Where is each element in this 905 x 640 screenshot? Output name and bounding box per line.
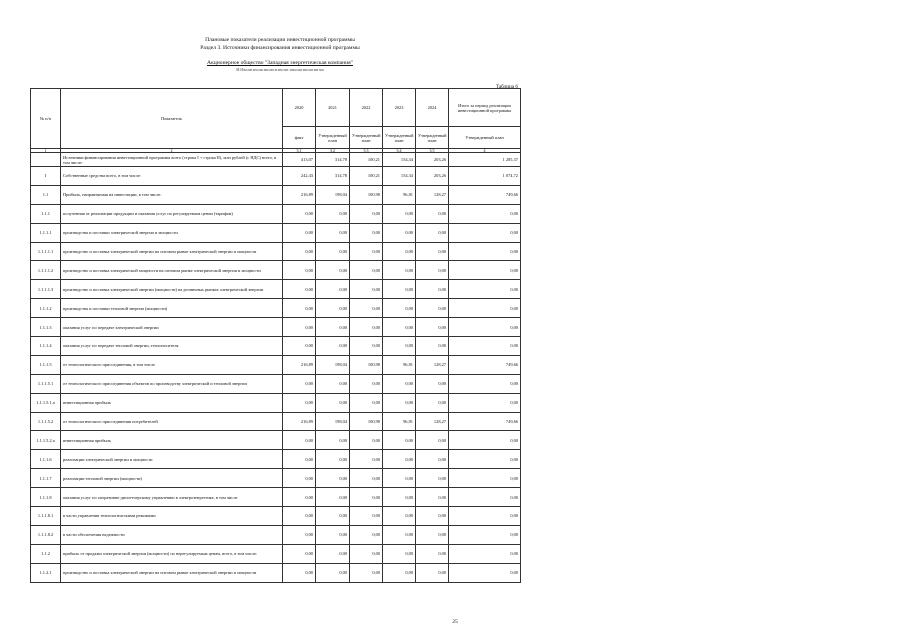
row-value: 154,34	[383, 167, 416, 186]
row-value: 0,00	[316, 280, 350, 299]
row-value: 0,00	[416, 525, 449, 544]
row-value: 0,00	[449, 337, 521, 356]
row-value: 0,00	[283, 450, 316, 469]
row-value: 0,00	[316, 299, 350, 318]
row-value: 0,00	[283, 374, 316, 393]
row-value: 0,00	[416, 563, 449, 582]
table-row	[31, 544, 521, 563]
row-code: 1.1.1.5.1.а	[31, 393, 61, 412]
row-value: 0,00	[283, 299, 316, 318]
row-indicator: производство и поставка электрической мощности на оптовом рынке электрической энергии и мощности	[61, 261, 283, 280]
row-value: 0,00	[416, 337, 449, 356]
row-value: 314,78	[316, 153, 350, 167]
header-fact: факт	[283, 127, 316, 149]
row-value: 0,00	[416, 242, 449, 261]
row-value: 0,00	[316, 337, 350, 356]
row-value: 0,00	[350, 544, 383, 563]
page-number: 25	[452, 619, 458, 625]
row-code: 1.1.1.8.1	[31, 507, 61, 526]
row-value: 0,00	[350, 318, 383, 337]
row-value: 0,00	[316, 393, 350, 412]
company-note: М.Изм.мм.мм.мм.мм.мм.м.мм.мм. ммм.мм.мм.мм.мм мм	[236, 68, 324, 72]
header-year-2024: 2024	[416, 89, 449, 127]
row-indicator: производства и поставки электрической энергии и мощности	[61, 223, 283, 242]
row-value: 0,00	[383, 204, 416, 223]
row-value: 0,00	[283, 563, 316, 582]
table-body	[31, 153, 521, 583]
row-code: 1.1.1.7	[31, 469, 61, 488]
row-value: 0,00	[283, 393, 316, 412]
header-total: Итого за период реализации инвестиционной программы	[449, 89, 521, 127]
table-row	[31, 318, 521, 337]
row-value: 0,00	[283, 507, 316, 526]
table-row	[31, 153, 521, 167]
row-indicator: производство и поставка электрической энергии на оптовом рынке электрической энергии и мощности	[61, 242, 283, 261]
row-value: 0,00	[383, 525, 416, 544]
row-value: 0,00	[449, 393, 521, 412]
row-code: 1.1	[31, 185, 61, 204]
header-year-2022: 2022	[350, 89, 383, 127]
row-value: 154,34	[383, 153, 416, 167]
table-row	[31, 261, 521, 280]
row-code: 1.1.2.1	[31, 563, 61, 582]
row-value: 0,00	[350, 431, 383, 450]
row-value: 0,00	[316, 242, 350, 261]
row-value: 1 074,72	[449, 167, 521, 186]
row-indicator: инвестиционная прибыль	[61, 431, 283, 450]
row-value: 0,00	[449, 488, 521, 507]
row-value: 0,00	[350, 525, 383, 544]
row-value: 749,66	[449, 185, 521, 204]
row-value: 0,00	[283, 488, 316, 507]
table-row	[31, 488, 521, 507]
row-value: 100,21	[350, 167, 383, 186]
row-value: 0,00	[316, 431, 350, 450]
row-value: 0,00	[449, 299, 521, 318]
row-value: 1 285,37	[449, 153, 521, 167]
row-value: 0,00	[383, 242, 416, 261]
row-code: 1.1.1.5.1	[31, 374, 61, 393]
row-value: 0,00	[383, 261, 416, 280]
table-row	[31, 412, 521, 431]
col-number: 1	[31, 149, 61, 153]
row-value: 0,00	[383, 393, 416, 412]
row-value: 0,00	[383, 299, 416, 318]
row-value: 0,00	[416, 544, 449, 563]
row-value: 0,00	[350, 223, 383, 242]
row-code: 1.1.1.8	[31, 488, 61, 507]
col-number: 3.3	[350, 149, 383, 153]
row-indicator: оказания услуг по оперативно-диспетчерскому управлению в электроэнергетике, в том числе	[61, 488, 283, 507]
row-code: 1.1.1.5	[31, 355, 61, 374]
row-value: 96,81	[383, 412, 416, 431]
col-number: 3.1	[283, 149, 316, 153]
row-code: 1.1.1.2	[31, 299, 61, 318]
row-value: 0,00	[350, 280, 383, 299]
row-value: 0,00	[383, 280, 416, 299]
row-value: 0,00	[416, 261, 449, 280]
row-value: 0,00	[350, 488, 383, 507]
row-value: 0,00	[316, 507, 350, 526]
row-value: 0,00	[383, 223, 416, 242]
row-value: 0,00	[416, 204, 449, 223]
row-code: I	[31, 167, 61, 186]
row-value: 0,00	[449, 507, 521, 526]
row-value: 0,00	[383, 469, 416, 488]
table-row	[31, 185, 521, 204]
row-indicator: реализации тепловой энергии (мощности)	[61, 469, 283, 488]
row-value: 198,04	[316, 412, 350, 431]
row-code: 1.1.2	[31, 544, 61, 563]
table-row	[31, 223, 521, 242]
row-value: 0,00	[283, 469, 316, 488]
row-value: 0,00	[383, 488, 416, 507]
row-value: 0,00	[283, 223, 316, 242]
company-name: Акционерное общество "Западная энергетическая компания"	[207, 60, 353, 66]
row-value: 96,81	[383, 185, 416, 204]
row-value: 0,00	[316, 261, 350, 280]
row-indicator: прибыль от продажи электрической энергии (мощности) по нерегулируемым ценам, всего, в том числе:	[61, 544, 283, 563]
row-value: 0,00	[383, 431, 416, 450]
row-indicator: инвестиционная прибыль	[61, 393, 283, 412]
row-code: 1.1.1.3	[31, 318, 61, 337]
row-value: 216,89	[283, 355, 316, 374]
row-value: 0,00	[383, 507, 416, 526]
row-indicator: полученная от реализации продукции и оказания услуг по регулируемым ценам (тарифам)	[61, 204, 283, 223]
row-value: 0,00	[416, 393, 449, 412]
row-value: 198,04	[316, 185, 350, 204]
row-code: 1.1.1.1	[31, 223, 61, 242]
row-value: 0,00	[316, 525, 350, 544]
row-value: 0,00	[416, 318, 449, 337]
table-row	[31, 450, 521, 469]
row-value: 0,00	[449, 563, 521, 582]
row-value: 413,07	[283, 153, 316, 167]
row-indicator: производство и поставка электрической энергии на оптовом рынке электрической энергии и мощности	[61, 563, 283, 582]
row-indicator: производства и поставки тепловой энергии (мощности)	[61, 299, 283, 318]
header-num: № п/п	[31, 89, 61, 149]
table-row	[31, 204, 521, 223]
header-plan-2024: Утвержденный план	[416, 127, 449, 149]
row-value: 203,26	[416, 167, 449, 186]
row-value: 0,00	[416, 450, 449, 469]
row-value: 0,00	[449, 431, 521, 450]
row-indicator: реализации электрической энергии и мощности	[61, 450, 283, 469]
financing-sources-table	[30, 88, 521, 583]
header-plan-2023: Утвержденный план	[383, 127, 416, 149]
row-value: 0,00	[350, 563, 383, 582]
row-value: 0,00	[383, 318, 416, 337]
row-value: 0,00	[416, 374, 449, 393]
row-code: 1.1.1.1.3	[31, 280, 61, 299]
row-value: 0,00	[416, 299, 449, 318]
row-value: 0,00	[283, 337, 316, 356]
table-title: Таблица 6	[495, 84, 518, 90]
row-value: 128,27	[416, 185, 449, 204]
row-indicator: оказания услуг по передаче электрической энергии	[61, 318, 283, 337]
row-value: 0,00	[283, 431, 316, 450]
row-value: 0,00	[316, 488, 350, 507]
row-value: 0,00	[350, 393, 383, 412]
row-value: 0,00	[449, 374, 521, 393]
table-row	[31, 355, 521, 374]
header-year-2023: 2023	[383, 89, 416, 127]
row-value: 0,00	[449, 525, 521, 544]
row-value: 0,00	[283, 261, 316, 280]
row-value: 0,00	[350, 507, 383, 526]
row-value: 749,66	[449, 412, 521, 431]
row-value: 0,00	[416, 507, 449, 526]
row-value: 0,00	[283, 544, 316, 563]
row-value: 0,00	[416, 431, 449, 450]
header-plan-2021: Утвержденный план	[316, 127, 350, 149]
row-value: 749,66	[449, 355, 521, 374]
row-value: 0,00	[316, 563, 350, 582]
row-indicator: в части обеспечения надежности	[61, 525, 283, 544]
row-value: 0,00	[449, 469, 521, 488]
row-value: 100,98	[350, 185, 383, 204]
col-number: 3.4	[383, 149, 416, 153]
header-year-2021: 2021	[316, 89, 350, 127]
col-number: 4	[449, 149, 521, 153]
header-plan-total: Утвержденный план	[449, 127, 521, 149]
row-value: 0,00	[283, 280, 316, 299]
row-value: 0,00	[316, 223, 350, 242]
row-code: 1.1.1.4	[31, 337, 61, 356]
row-code	[31, 153, 61, 167]
table-row	[31, 280, 521, 299]
row-value: 0,00	[350, 299, 383, 318]
row-indicator: от технологического присоединения, в том числе	[61, 355, 283, 374]
row-value: 0,00	[350, 242, 383, 261]
row-code: 1.1.1.5.2.а	[31, 431, 61, 450]
row-code: 1.1.1	[31, 204, 61, 223]
row-value: 0,00	[416, 280, 449, 299]
row-indicator: Прибыль, направляемая на инвестиции, в том числе:	[61, 185, 283, 204]
row-value: 0,00	[383, 337, 416, 356]
row-value: 0,00	[449, 261, 521, 280]
row-value: 96,81	[383, 355, 416, 374]
section-title: Раздел 3. Источники финансирования инвестиционной программы	[200, 45, 360, 51]
row-indicator: производство и поставка электрической энергии (мощности) на розничных рынках электрической энергии	[61, 280, 283, 299]
row-value: 0,00	[383, 563, 416, 582]
table-row	[31, 507, 521, 526]
row-value: 242,43	[283, 167, 316, 186]
table-row	[31, 431, 521, 450]
row-value: 0,00	[416, 469, 449, 488]
table-row	[31, 563, 521, 582]
row-code: 1.1.1.8.2	[31, 525, 61, 544]
row-value: 100,98	[350, 355, 383, 374]
header-year-2020: 2020	[283, 89, 316, 127]
row-value: 203,26	[416, 153, 449, 167]
table-row	[31, 167, 521, 186]
row-value: 128,27	[416, 412, 449, 431]
row-value: 0,00	[316, 469, 350, 488]
row-value: 0,00	[449, 544, 521, 563]
row-indicator: Источники финансирования инвестиционной программы всего (строка I + строка II), млн рублей (с НДС) всего, в том числе:	[61, 153, 283, 167]
row-code: 1.1.1.1.2	[31, 261, 61, 280]
row-indicator: в части управления технологическими режимами	[61, 507, 283, 526]
row-value: 0,00	[383, 544, 416, 563]
table-row	[31, 242, 521, 261]
row-value: 0,00	[283, 525, 316, 544]
header-plan-2022: Утвержденный план	[350, 127, 383, 149]
row-value: 0,00	[449, 450, 521, 469]
row-indicator: Собственные средства всего, в том числе:	[61, 167, 283, 186]
table-row	[31, 374, 521, 393]
row-code: 1.1.1.1.1	[31, 242, 61, 261]
row-value: 0,00	[350, 204, 383, 223]
row-code: 1.1.1.5.2	[31, 412, 61, 431]
row-value: 0,00	[449, 318, 521, 337]
row-value: 0,00	[350, 374, 383, 393]
row-value: 0,00	[316, 204, 350, 223]
row-value: 0,00	[449, 242, 521, 261]
row-indicator: от технологического присоединения объектов по производству электрической и тепловой энергии	[61, 374, 283, 393]
header-indicator: Показатель	[61, 89, 283, 149]
table-row	[31, 299, 521, 318]
row-value: 0,00	[316, 374, 350, 393]
row-value: 0,00	[283, 242, 316, 261]
row-value: 0,00	[449, 204, 521, 223]
row-value: 0,00	[316, 450, 350, 469]
row-value: 100,98	[350, 412, 383, 431]
row-code: 1.1.1.6	[31, 450, 61, 469]
row-value: 100,21	[350, 153, 383, 167]
row-value: 0,00	[350, 261, 383, 280]
row-value: 0,00	[449, 223, 521, 242]
row-value: 0,00	[316, 318, 350, 337]
row-value: 0,00	[283, 318, 316, 337]
col-number: 3.2	[316, 149, 350, 153]
row-value: 216,89	[283, 185, 316, 204]
row-value: 0,00	[416, 488, 449, 507]
row-indicator: оказания услуг по передаче тепловой энергии, теплоносителя	[61, 337, 283, 356]
row-value: 0,00	[449, 280, 521, 299]
row-value: 0,00	[383, 374, 416, 393]
row-value: 0,00	[350, 450, 383, 469]
table-row	[31, 469, 521, 488]
row-value: 216,89	[283, 412, 316, 431]
col-number: 2	[61, 149, 283, 153]
document-title: Плановые показатели реализации инвестиционной программы	[205, 37, 355, 43]
row-value: 0,00	[350, 337, 383, 356]
row-value: 128,27	[416, 355, 449, 374]
table-row	[31, 525, 521, 544]
table-row	[31, 393, 521, 412]
row-value: 314,78	[316, 167, 350, 186]
col-number: 3.5	[416, 149, 449, 153]
row-value: 0,00	[283, 204, 316, 223]
row-value: 0,00	[316, 544, 350, 563]
row-value: 198,04	[316, 355, 350, 374]
table-row	[31, 337, 521, 356]
row-value: 0,00	[350, 469, 383, 488]
row-value: 0,00	[383, 450, 416, 469]
row-indicator: от технологического присоединения потребителей	[61, 412, 283, 431]
row-value: 0,00	[416, 223, 449, 242]
